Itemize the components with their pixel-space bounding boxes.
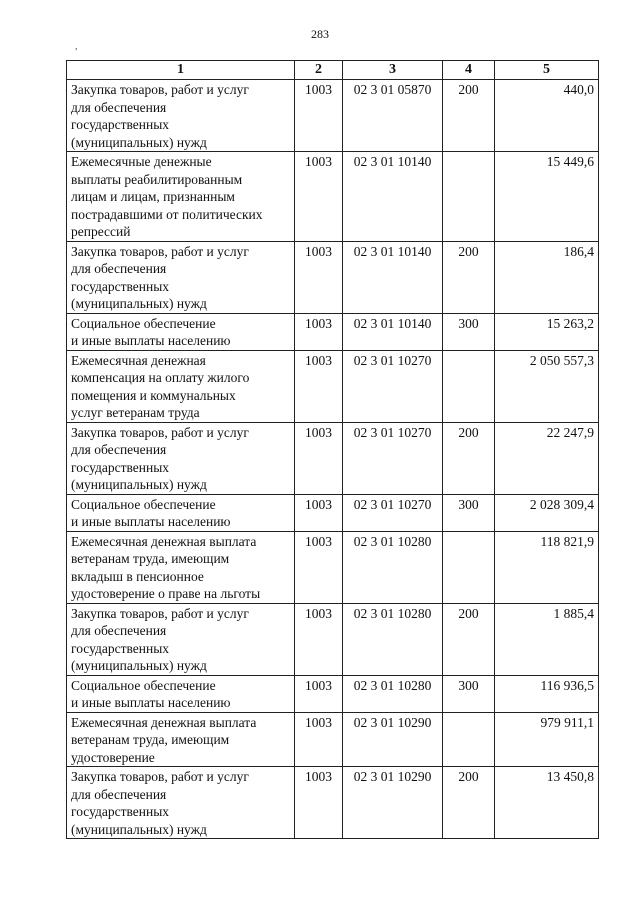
cell-type: 200 xyxy=(443,422,495,494)
cell-code: 02 3 01 05870 xyxy=(343,80,443,152)
cell-name-line: для обеспечения xyxy=(71,442,167,457)
cell-section: 1003 xyxy=(295,675,343,712)
table-body xyxy=(67,80,599,839)
cell-name-line: Ежемесячная денежная выплата xyxy=(71,714,257,730)
cell-name xyxy=(67,767,295,839)
cell-name-line: Закупка товаров, работ и услуг xyxy=(71,243,249,259)
cell-name-line: (муниципальных) нужд xyxy=(71,658,207,673)
cell-name-line: и иные выплаты населению xyxy=(71,514,231,529)
cell-amount: 979 911,1 xyxy=(495,712,599,767)
cell-section: 1003 xyxy=(295,152,343,242)
cell-type: 200 xyxy=(443,241,495,313)
table-row xyxy=(67,422,599,494)
cell-name xyxy=(67,241,295,313)
header-col-3: 3 xyxy=(343,61,443,80)
cell-name-line: Ежемесячная денежная xyxy=(71,352,206,368)
cell-name-line: ветеранам труда, имеющим xyxy=(71,551,230,566)
cell-name-line: выплаты реабилитированным xyxy=(71,171,243,187)
cell-type: 200 xyxy=(443,603,495,675)
cell-name-line: и иные выплаты населению xyxy=(71,695,231,710)
cell-section: 1003 xyxy=(295,422,343,494)
table-row xyxy=(67,80,599,152)
cell-name-line: и иные выплаты населению xyxy=(71,333,231,348)
cell-name-line: Закупка товаров, работ и услуг xyxy=(71,424,249,440)
cell-section: 1003 xyxy=(295,712,343,767)
cell-amount: 2 050 557,3 xyxy=(495,350,599,422)
cell-name-line: государственных xyxy=(71,640,170,656)
cell-name xyxy=(67,422,295,494)
cell-name-line: Ежемесячные денежные xyxy=(71,154,212,169)
cell-type xyxy=(443,350,495,422)
table-row xyxy=(67,712,599,767)
cell-name-line: для обеспечения xyxy=(71,99,167,115)
cell-code: 02 3 01 10280 xyxy=(343,675,443,712)
cell-section: 1003 xyxy=(295,603,343,675)
table-row xyxy=(67,494,599,531)
cell-section: 1003 xyxy=(295,494,343,531)
cell-code: 02 3 01 10140 xyxy=(343,241,443,313)
cell-code: 02 3 01 10140 xyxy=(343,313,443,350)
cell-name xyxy=(67,350,295,422)
cell-name xyxy=(67,152,295,242)
cell-section: 1003 xyxy=(295,531,343,603)
table-row xyxy=(67,675,599,712)
table-header-row xyxy=(67,61,599,80)
cell-name xyxy=(67,531,295,603)
cell-name xyxy=(67,494,295,531)
table-row xyxy=(67,241,599,313)
cell-code: 02 3 01 10270 xyxy=(343,494,443,531)
table-row xyxy=(67,603,599,675)
cell-name-line: пострадавшими от политических xyxy=(71,206,263,222)
cell-code: 02 3 01 10270 xyxy=(343,422,443,494)
cell-name-line: помещения и коммунальных xyxy=(71,387,236,403)
cell-name-line: ветеранам труда, имеющим xyxy=(71,732,230,747)
cell-name-line: компенсация на оплату жилого xyxy=(71,370,250,385)
cell-name-line: Ежемесячная денежная выплата xyxy=(71,533,257,549)
cell-name-line: (муниципальных) нужд xyxy=(71,134,207,150)
cell-type: 200 xyxy=(443,767,495,839)
cell-section: 1003 xyxy=(295,80,343,152)
cell-name-line: (муниципальных) нужд xyxy=(71,296,207,311)
cell-code: 02 3 01 10290 xyxy=(343,712,443,767)
cell-name xyxy=(67,313,295,350)
table-row xyxy=(67,531,599,603)
budget-table xyxy=(66,60,599,839)
cell-amount: 15 449,6 xyxy=(495,152,599,242)
cell-name-line: услуг ветеранам труда xyxy=(71,405,200,420)
cell-name-line: для обеспечения xyxy=(71,623,167,638)
cell-section: 1003 xyxy=(295,241,343,313)
header-col-1: 1 xyxy=(67,61,295,80)
cell-name-line: (муниципальных) нужд xyxy=(71,477,207,492)
cell-name-line: (муниципальных) нужд xyxy=(71,821,207,837)
cell-name xyxy=(67,712,295,767)
cell-type xyxy=(443,152,495,242)
table-row xyxy=(67,767,599,839)
cell-name-line: Социальное обеспечение xyxy=(71,496,216,512)
cell-type: 300 xyxy=(443,313,495,350)
cell-name-line: вкладыш в пенсионное xyxy=(71,568,204,584)
cell-type: 300 xyxy=(443,675,495,712)
cell-amount: 22 247,9 xyxy=(495,422,599,494)
cell-amount: 15 263,2 xyxy=(495,313,599,350)
cell-amount: 116 936,5 xyxy=(495,675,599,712)
cell-amount: 13 450,8 xyxy=(495,767,599,839)
cell-name-line: удостоверение xyxy=(71,749,155,765)
cell-amount: 186,4 xyxy=(495,241,599,313)
cell-name xyxy=(67,675,295,712)
table-row xyxy=(67,152,599,242)
cell-name-line: Закупка товаров, работ и услуг xyxy=(71,605,249,621)
cell-name-line: государственных xyxy=(71,117,170,132)
cell-name-line: удостоверение о праве на льготы xyxy=(71,586,261,601)
cell-type xyxy=(443,712,495,767)
page-number: 283 xyxy=(311,27,329,41)
cell-name-line: для обеспечения xyxy=(71,786,167,802)
cell-name-line: лицам и лицам, признанным xyxy=(71,189,235,204)
cell-type: 300 xyxy=(443,494,495,531)
cell-code: 02 3 01 10270 xyxy=(343,350,443,422)
cell-type: 200 xyxy=(443,80,495,152)
cell-name-line: для обеспечения xyxy=(71,261,167,276)
cell-name-line: Закупка товаров, работ и услуг xyxy=(71,82,249,97)
header-col-2: 2 xyxy=(295,61,343,80)
cell-amount: 1 885,4 xyxy=(495,603,599,675)
cell-name-line: государственных xyxy=(71,804,170,819)
cell-amount: 440,0 xyxy=(495,80,599,152)
table-row xyxy=(67,350,599,422)
cell-name-line: государственных xyxy=(71,278,170,294)
cell-name-line: Социальное обеспечение xyxy=(71,315,216,331)
cell-name-line: Социальное обеспечение xyxy=(71,677,216,693)
cell-amount: 2 028 309,4 xyxy=(495,494,599,531)
cell-section: 1003 xyxy=(295,767,343,839)
cell-type xyxy=(443,531,495,603)
cell-code: 02 3 01 10290 xyxy=(343,767,443,839)
header-col-4: 4 xyxy=(443,61,495,80)
cell-code: 02 3 01 10140 xyxy=(343,152,443,242)
table-row xyxy=(67,313,599,350)
cell-name xyxy=(67,80,295,152)
scan-mark: , xyxy=(75,41,78,52)
cell-section: 1003 xyxy=(295,313,343,350)
cell-section: 1003 xyxy=(295,350,343,422)
cell-name-line: государственных xyxy=(71,459,170,475)
cell-name-line: репрессий xyxy=(71,224,131,239)
cell-name xyxy=(67,603,295,675)
cell-code: 02 3 01 10280 xyxy=(343,531,443,603)
cell-name-line: Закупка товаров, работ и услуг xyxy=(71,769,249,784)
cell-amount: 118 821,9 xyxy=(495,531,599,603)
cell-code: 02 3 01 10280 xyxy=(343,603,443,675)
header-col-5: 5 xyxy=(495,61,599,80)
